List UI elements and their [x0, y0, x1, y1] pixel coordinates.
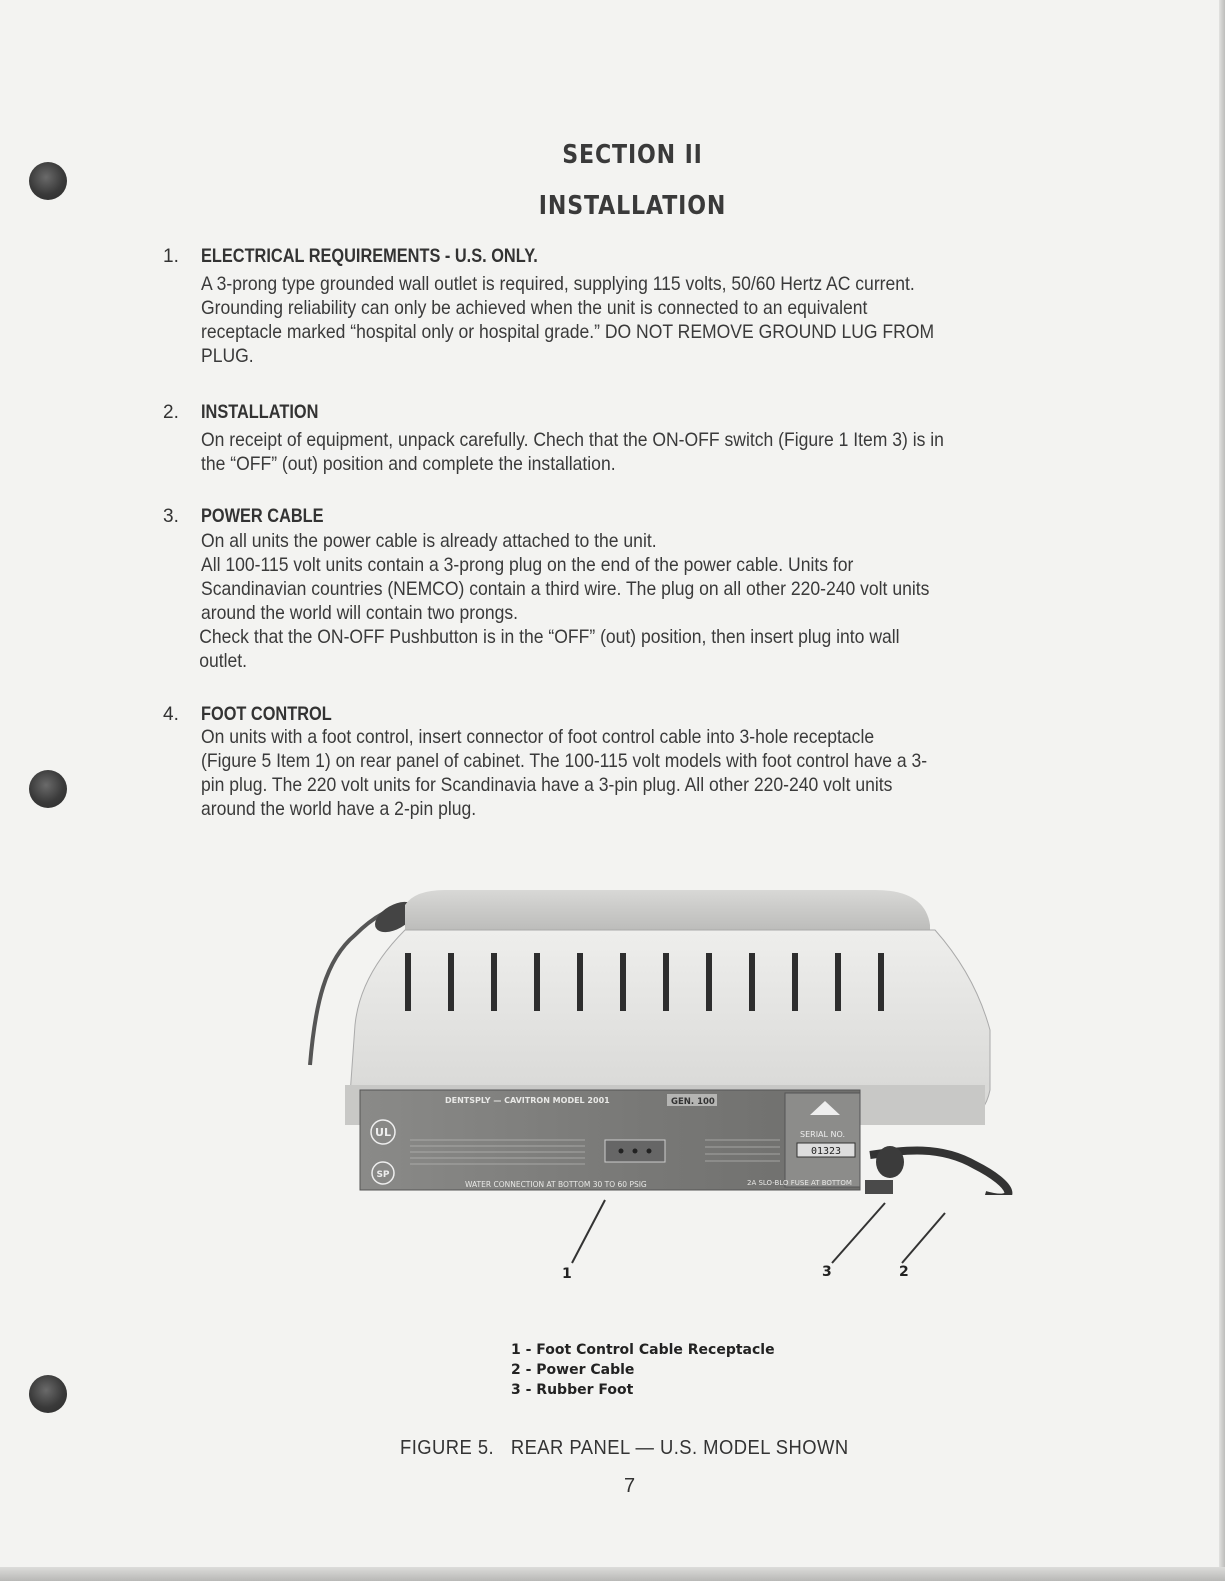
section-body [201, 428, 1020, 476]
body-line: On all units the power cable is already attached to the unit. [201, 530, 657, 552]
callout-2: 2 [899, 1264, 909, 1280]
body-line: On receipt of equipment, unpack carefully. Chech that the ON-OFF switch (Figure 1 Item 3) is in [201, 429, 944, 451]
body-line: the “OFF” (out) position and complete the installation. [201, 453, 616, 475]
section-heading: POWER CABLE [201, 506, 324, 527]
section-number: 4. [163, 704, 179, 725]
body-line: Grounding reliability can only be achieved when the unit is connected to an equivalent [201, 297, 868, 319]
body-line: A 3-prong type grounded wall outlet is required, supplying 115 volts, 50/60 Hertz AC current. [201, 273, 915, 295]
cord-strain-relief [876, 1146, 904, 1178]
page-title: INSTALLATION [538, 191, 727, 221]
section-label: SECTION II [562, 140, 703, 170]
panel-fuse-text: 2A SLO-BLO FUSE AT BOTTOM [747, 1179, 852, 1187]
figure-caption: FIGURE 5. REAR PANEL — U.S. MODEL SHOWN [400, 1437, 849, 1459]
rear-panel-photo [285, 865, 1025, 1195]
page-bottom-shadow [0, 1567, 1225, 1581]
body-line: On units with a foot control, insert connector of foot control cable into 3-hole receptacle [201, 726, 875, 748]
section-number: 1. [163, 246, 179, 267]
legend-item: 2 - Power Cable [511, 1362, 635, 1378]
section-body [201, 529, 1020, 673]
callout-leaders [560, 1195, 960, 1275]
body-line: around the world will contain two prongs. [201, 602, 519, 624]
section-body [201, 272, 1020, 368]
section-number: 2. [163, 402, 179, 423]
page-number: 7 [624, 1475, 636, 1497]
body-line: Scandinavian countries (NEMCO) contain a third wire. The plug on all other 220-240 volt units [201, 578, 930, 600]
page-edge-shadow [1219, 0, 1225, 1581]
svg-text:SP: SP [376, 1170, 390, 1180]
legend-item: 1 - Foot Control Cable Receptacle [511, 1342, 775, 1358]
section-heading: INSTALLATION [201, 402, 319, 423]
panel-model-text: DENTSPLY — CAVITRON MODEL 2001 [445, 1096, 610, 1105]
body-line: Check that the ON-OFF Pushbutton is in the “OFF” (out) position, then insert plug into wall [199, 626, 900, 648]
panel-water-text: WATER CONNECTION AT BOTTOM 30 TO 60 PSIG [465, 1180, 647, 1189]
body-line: outlet. [199, 650, 248, 672]
svg-text:UL: UL [375, 1126, 391, 1139]
body-line: receptacle marked “hospital only or hospital grade.” DO NOT REMOVE GROUND LUG FROM [201, 321, 935, 343]
section-heading: FOOT CONTROL [201, 704, 332, 725]
section-number: 3. [163, 506, 179, 527]
punch-hole-bottom [29, 1375, 67, 1413]
figure-legend [511, 1340, 775, 1400]
rubber-foot [865, 1180, 893, 1194]
body-line: (Figure 5 Item 1) on rear panel of cabinet. The 100-115 volt models with foot control have a 3- [201, 750, 928, 772]
legend-item: 3 - Rubber Foot [511, 1382, 634, 1398]
panel-gen-text: GEN. 100 [671, 1097, 715, 1107]
body-line: pin plug. The 220 volt units for Scandinavia have a 3-pin plug. All other 220-240 volt units [201, 774, 893, 796]
serial-number: 01323 [810, 1146, 842, 1157]
callout-1: 1 [562, 1266, 572, 1282]
body-line: PLUG. [201, 345, 254, 367]
serial-label: SERIAL NO. [800, 1130, 846, 1139]
section-body [201, 725, 1020, 821]
callout-3: 3 [822, 1264, 832, 1280]
punch-hole-middle [29, 770, 67, 808]
punch-hole-top [29, 162, 67, 200]
section-heading: ELECTRICAL REQUIREMENTS - U.S. ONLY. [201, 246, 538, 267]
body-line: All 100-115 volt units contain a 3-prong plug on the end of the power cable. Units for [201, 554, 854, 576]
body-line: around the world have a 2-pin plug. [201, 798, 477, 820]
cabinet-top [405, 890, 930, 935]
